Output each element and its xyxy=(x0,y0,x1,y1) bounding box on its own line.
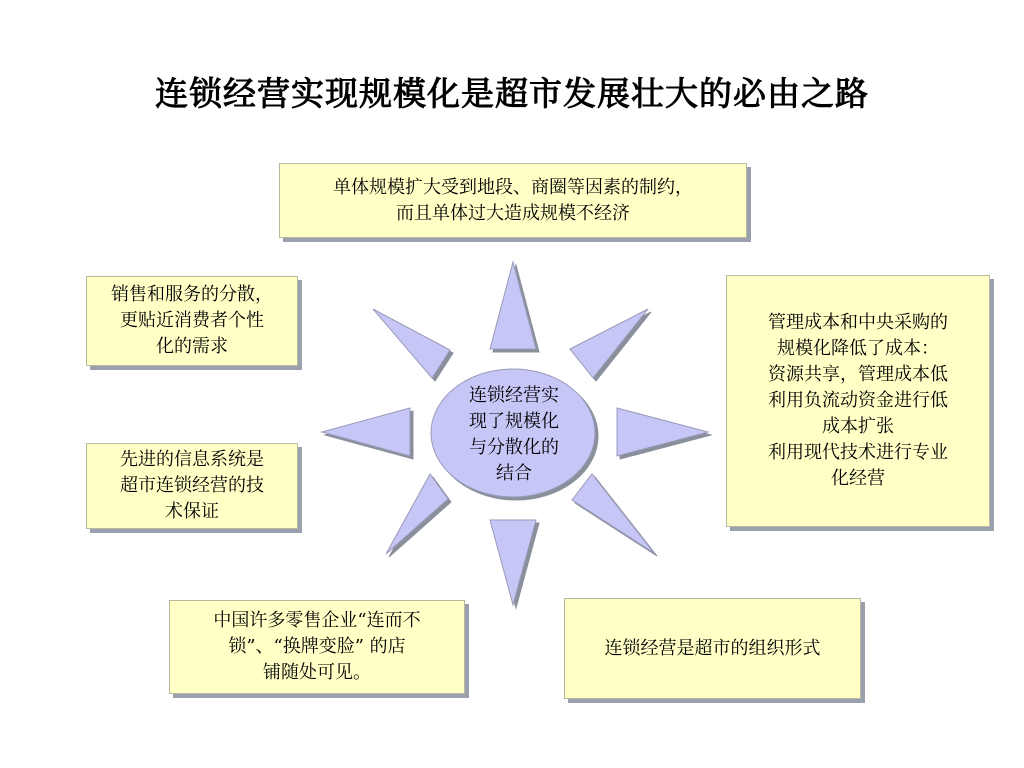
box-line: 利用现代技术进行专业 xyxy=(768,442,948,463)
ray-bottom xyxy=(490,520,536,605)
box-line: 资源共享，管理成本低 xyxy=(768,364,948,385)
box-left-top xyxy=(86,276,298,366)
box-line: 更贴近消费者个性 xyxy=(120,310,264,331)
box-line: 成本扩张 xyxy=(822,416,894,437)
ray-top-left xyxy=(373,309,450,378)
ray-top-right xyxy=(570,309,648,378)
box-bottom-right xyxy=(564,598,861,699)
box-line: 化经营 xyxy=(831,468,885,489)
page-title: 连锁经营实现规模化是超市发展壮大的必由之路 xyxy=(155,74,869,113)
box-bottom-left xyxy=(169,600,465,694)
box-line: 超市连锁经营的技 xyxy=(120,475,264,496)
box-line: 连锁经营是超市的组织形式 xyxy=(604,637,821,659)
box-line: 铺随处可见。 xyxy=(262,662,371,683)
center-line: 连锁经营实 xyxy=(469,385,559,406)
box-line: 化的需求 xyxy=(156,336,228,357)
box-line: 单体规模扩大受到地段、商圈等因素的制约， xyxy=(333,176,693,198)
center-label xyxy=(433,372,595,498)
box-top xyxy=(279,163,747,238)
box-right xyxy=(726,275,990,527)
box-line: 而且单体过大造成规模不经济 xyxy=(396,202,630,224)
center-line: 结合 xyxy=(496,463,532,484)
box-line: 管理成本和中央采购的 xyxy=(768,312,948,333)
box-line: 术保证 xyxy=(165,501,219,522)
box-line: 中国许多零售企业“连而不 xyxy=(213,610,421,631)
ray-right xyxy=(617,408,708,456)
box-line: 锁”、“换牌变脸” 的店 xyxy=(228,636,406,657)
box-line: 规模化降低了成本： xyxy=(777,338,939,359)
box-left-mid xyxy=(86,443,298,529)
box-line: 利用负流动资金进行低 xyxy=(768,390,948,411)
ray-left xyxy=(322,408,410,456)
box-line: 先进的信息系统是 xyxy=(120,449,264,470)
center-line: 现了规模化 xyxy=(469,411,559,432)
ray-top xyxy=(490,262,536,349)
box-line: 销售和服务的分散， xyxy=(111,284,273,305)
center-line: 与分散化的 xyxy=(469,437,559,458)
